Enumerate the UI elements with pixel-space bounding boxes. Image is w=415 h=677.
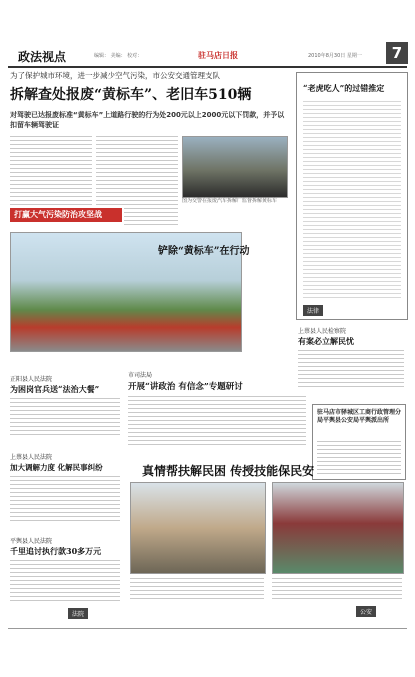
date-line: 2010年8月30日 星期一 bbox=[308, 53, 362, 59]
left-story2-body bbox=[10, 476, 120, 522]
left-story3-headline: 千里追讨执行款30多万元 bbox=[10, 546, 102, 556]
right-column-body bbox=[303, 101, 401, 301]
left-story1-headline: 为困岗官兵送“法治大餐” bbox=[10, 384, 100, 394]
lead-story bbox=[8, 70, 290, 350]
left-story1-kicker: 正阳县人民法院 bbox=[10, 376, 53, 383]
scrapyard-photo bbox=[182, 136, 288, 198]
lead-body-col3 bbox=[124, 208, 178, 226]
bottom-headline: 真情帮扶解民困 传授技能保民安 bbox=[142, 464, 315, 478]
photo-caption-top: 图为交警在报废汽车拆解厂监督拆解黄标车 bbox=[182, 198, 278, 204]
right-mid-story bbox=[296, 326, 406, 392]
center-headline: 开展“讲政治 有信念”专题研讨 bbox=[128, 382, 243, 392]
left-story2-kicker: 上蔡县人民法院 bbox=[10, 454, 53, 461]
bottom-photo-left bbox=[130, 482, 266, 574]
page-number: 7 bbox=[386, 42, 408, 64]
left-footer: 法院 bbox=[68, 608, 88, 619]
center-story bbox=[126, 370, 308, 450]
right-mid-headline: 有案必立解民忧 bbox=[298, 336, 354, 346]
left-story1-body bbox=[10, 398, 120, 438]
header-subtitle: 编辑： 美编： 校对： bbox=[94, 53, 143, 59]
bottom-caption-right bbox=[272, 578, 402, 602]
bottom-photo-right bbox=[272, 482, 404, 574]
bottom-caption-left bbox=[130, 578, 264, 602]
right-mid-body bbox=[298, 350, 404, 390]
big-photo-title: 铲除“黄标车”在行动 bbox=[158, 246, 250, 257]
bottom-feature bbox=[126, 456, 406, 626]
left-story2-headline: 加大调解力度 化解民事纠纷 bbox=[10, 463, 103, 472]
right-column bbox=[296, 72, 408, 320]
right-mid-kicker: 上蔡县人民检察院 bbox=[298, 328, 347, 335]
lead-headline: 拆解查处报废“黄标车”、老旧车510辆 bbox=[10, 87, 252, 103]
paper-name: 驻马店日报 bbox=[198, 51, 238, 60]
center-kicker: 市司法局 bbox=[128, 372, 153, 379]
left-column bbox=[8, 370, 122, 625]
notice-title: 驻马店市驿城区工商行政管理分局平舆县公安局平舆派出所 bbox=[317, 409, 402, 424]
lead-body-col2 bbox=[96, 136, 178, 206]
section-title: 政法视点 bbox=[18, 50, 67, 64]
lead-kicker: 为了保护城市环境，进一步减少空气污染，市公安交通管理支队 bbox=[10, 71, 220, 80]
page-bottom-rule bbox=[8, 628, 407, 629]
bottom-footer: 公安 bbox=[356, 606, 376, 617]
page-header bbox=[8, 44, 407, 68]
left-story3-kicker: 平舆县人民法院 bbox=[10, 538, 53, 545]
center-body bbox=[128, 396, 306, 448]
left-story3-body bbox=[10, 560, 120, 602]
right-column-title: “老虎吃人”的过错推定 bbox=[303, 83, 385, 93]
right-column-footer: 法律 bbox=[303, 305, 323, 316]
red-banner: 打赢大气污染防治攻坚战 bbox=[10, 208, 122, 222]
lead-deck: 对驾驶已达报废标准“黄标车”上道路行驶的行为处200元以上2000元以下罚款，并予以扣留车辆驾驶证 bbox=[10, 111, 285, 129]
lead-body-col1 bbox=[10, 136, 92, 206]
